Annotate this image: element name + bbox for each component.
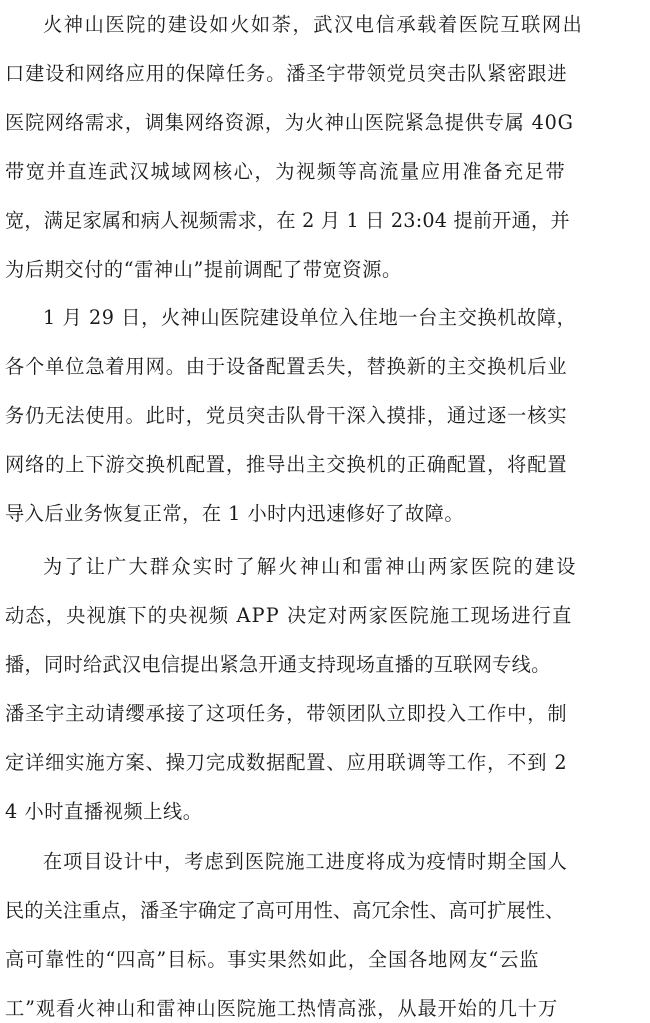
- text-line: 导入后业务恢复正常，在 1 小时内迅速修好了故障。: [5, 502, 465, 525]
- text-line: 工”观看火神山和雷神山医院施工热情高涨，从最开始的几十万: [5, 997, 559, 1020]
- text-line: 为了让广大群众实时了解火神山和雷神山两家医院的建设: [43, 555, 578, 578]
- text-line: 各个单位急着用网。由于设备配置丢失，替换新的主交换机后业: [5, 355, 568, 378]
- text-line: 宽，满足家属和病人视频需求，在 2 月 1 日 23:04 提前开通，并: [5, 209, 570, 232]
- text-line: 带宽并直连武汉城域网核心，为视频等高流量应用准备充足带: [5, 160, 567, 183]
- text-line: 医院网络需求，调集网络资源，为火神山医院紧急提供专属 40G: [5, 111, 574, 134]
- text-line: 在项目设计中，考虑到医院施工进度将成为疫情时期全国人: [43, 850, 568, 873]
- text-line: 口建设和网络应用的保障任务。潘圣宇带领党员突击队紧密跟进: [5, 62, 568, 85]
- text-line: 4 小时直播视频上线。: [5, 800, 203, 823]
- text-line: 为后期交付的“雷神山”提前调配了带宽资源。: [5, 258, 402, 281]
- text-line: 务仍无法使用。此时，党员突击队骨干深入摸排，通过逐一核实: [5, 404, 568, 427]
- text-line: 1 月 29 日，火神山医院建设单位入住地一台主交换机故障，: [43, 306, 577, 329]
- text-line: 播，同时给武汉电信提出紧急开通支持现场直播的互联网专线。: [5, 653, 551, 676]
- text-line: 动态，央视旗下的央视频 APP 决定对两家医院施工现场进行直: [5, 604, 573, 627]
- text-line: 潘圣宇主动请缨承接了这项任务，带领团队立即投入工作中，制: [5, 702, 568, 725]
- text-line: 网络的上下游交换机配置，推导出主交换机的正确配置，将配置: [5, 453, 568, 476]
- text-line: 定详细实施方案、操刀完成数据配置、应用联调等工作，不到 2: [5, 751, 568, 774]
- text-line: 火神山医院的建设如火如荼，武汉电信承载着医院互联网出: [43, 13, 584, 36]
- text-line: 民的关注重点，潘圣宇确定了高可用性、高冗余性、高可扩展性、: [5, 899, 565, 922]
- text-line: 高可靠性的“四高”目标。事实果然如此，全国各地网友“云监: [5, 948, 540, 971]
